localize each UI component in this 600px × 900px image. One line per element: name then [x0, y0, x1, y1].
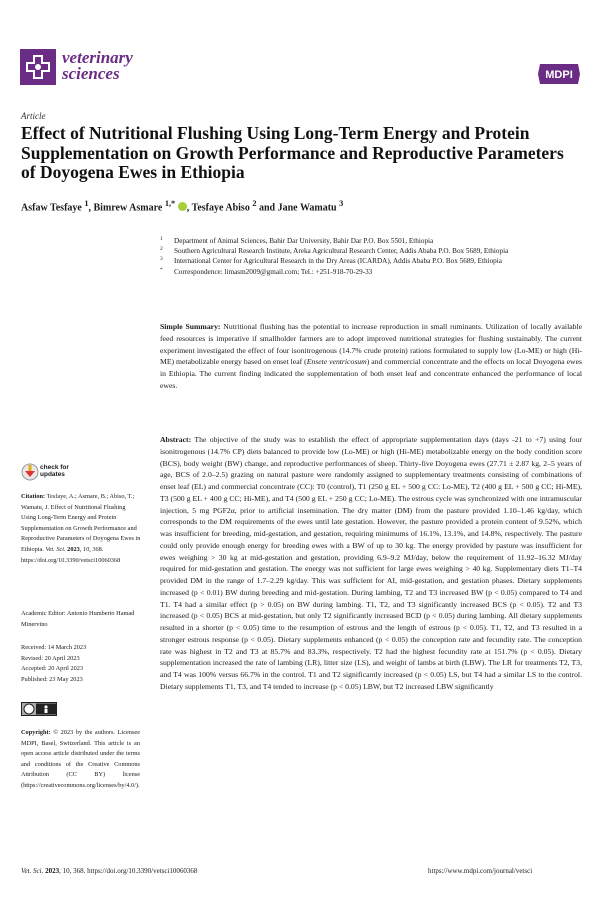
date-published: Published: 23 May 2023 [21, 675, 83, 683]
affiliation-list [160, 236, 580, 277]
footer-journal-link[interactable]: https://www.mdpi.com/journal/vetsci [428, 867, 533, 875]
article-type: Article [21, 111, 46, 121]
affiliation-number: * [160, 266, 163, 273]
citation-journal: Vet. Sci. [45, 545, 66, 553]
citation-label: Citation: [21, 493, 46, 500]
affiliation-number: 3 [160, 256, 163, 263]
footer-year: 2023 [45, 867, 60, 875]
citation-volume: 10 [82, 545, 90, 553]
citation-text: Tesfaye, A.; Asmare, B.; Abiso, T.; Wamatu, J. Effect of Nutritional Flushing Using Long-Term Energy and Protein Supplementation on Growth Performance and Reproductive Parameters of Doyogena Ewes in Ethiopia. [21, 493, 141, 553]
copyright-notice [21, 728, 140, 792]
abstract-text: The objective of the study was to establish the effect of appropriate supplementation days (days -21 to +7) using four isonitrogenous (14.7% CP) diets balanced to provide low (Lo-ME) or high (Hi-ME) metabolizable energy on the body condition score (BCS), body weight (BW) change, and reproductive performances of sheep. Thirty-five Doyogena ewes (27.71 ± 2.87 kg, 2–5 years of age, BCS of 2.0–2.5) grazing on natural pasture were randomly assigned to supplementary treatments consisting of combinations of enset leaf (EL) and commercial concentrate (CC): T0 (control), T1 (250 g EL + 500 g CC: Lo-ME), T2 (400 g EL + 500 g CC; Hi-ME), T3 (500 g EL + 400 g CC; Hi-ME), and T4 (500 g EL + 250 g CC; Lo-ME). The estrous cycle was synchronized with one intramuscular injection, 5 mg PGF2α, prior to artificial insemination. The dry matter (DM) from the pasture provided 1.10–1.46 kg/day, which corresponds to the DM requirements of the ewes until late gestation. However, the pasture provided a protein content of 9.52%, which was insufficient for breeding, mid-gestation, and gestation, requiring minimums of 16.1%, 13.1%, and 14.8%, respectively. The pasture could only provide enough energy for breeding ewes with a BW of up to 30 kg. The energy provided by pasture was insufficient for ewes weighing > 30 kg at mid-gestation and gestation, providing 6.9–9.2 MJ/day, below the requirement of 11.92–16.32 MJ/day required for mid-gestation and gestation. The energy was not sufficient for large ewes weighing > 40 kg. Supplementary diets T1–T4 provided DM in the range of 1.7–2.29 kg/day. This was sufficient for AI, mid-gestation, and gestation phases. Dietary supplements increased (p < 0.01) BW during breeding and mid-gestation. During lambing, T2 and T3 increased BW (p < 0.05) compared to T4 and T1. T4 had a similar effect (p > 0.05) on BW during lambing. T1, T2, and T3 significantly increased BCS (p < 0.05). T2 and T3 increased (p < 0.05) BCS at mid-gestation, but only T2 significantly increased BCD (p < 0.05) during lambing. All dietary supplements resulted in a shorter (p < 0.05) time to the resumption of estrous and the length of estrous (p < 0.05). T1, T2, and T3 resulted in a stronger estrous response (p < 0.05). Dietary supplements enhanced (p < 0.05) the conception rate and fecundity rate. The conception rate was highest in T2 and T3 at 85.7% and 83.3%, respectively. T2 had the highest fecundity rate at 151.7% (p < 0.05). Dietary supplementation increased the rate of lambing (LR), litter size (LS), and weight of lambs at birth (LBW). The LR for treatments T2, T3, and T4 was 100% versus 66.7% in the control. T1 and T2 significantly increased (p < 0.05) LS, but T4 had a similar LS to the control. Dietary supplements T1, T3, and T4 tended to increase (p < 0.05) LBW, but T2 increased LBW significantly [160, 435, 582, 691]
simple-summary-text: Nutritional flushing has the potential to increase reproduction in small ruminants. Utilization of locally available feed resources is imperative if smallholder farmers are to adopt improved nutritional strategies for flushing sustainably. The current experiment investigated the effect of four isonitrogenous (14.7% crude protein) rations formulated to supply low (Lo-ME) or high (Hi-ME) metabolizable energy based on enset leaf ( [160, 322, 583, 367]
author-affiliation-mark: 1 [84, 199, 89, 208]
affiliation-item [160, 267, 580, 277]
affiliation-item [160, 236, 580, 246]
academic-editor [21, 609, 141, 630]
citation-block: Citation: Tesfaye, A.; Asmare, B.; Abiso, T.; Wamatu, J. Effect of Nutritional Flushing Using Long-Term Energy and Protein Supplementation on Growth Performance and Reproductive Parameters of Doyogena Ewes in Ethiopia. Vet. Sci. 2023, 10, 368. https://doi.org/10.3390/vetsci10060368 [21, 493, 141, 564]
check-for-updates-line2: updates [40, 471, 65, 478]
publication-dates [21, 643, 141, 685]
date-accepted: Accepted: 20 April 2023 [21, 665, 84, 673]
copyright-label: Copyright: [21, 729, 51, 736]
affiliation-item [160, 256, 580, 266]
species-name: Ensete ventricosum [306, 357, 367, 367]
orcid-icon[interactable] [178, 202, 187, 211]
date-received: Received: 14 March 2023 [21, 644, 87, 651]
author-affiliation-mark: 3 [339, 199, 344, 208]
journal-name-line1: veterinary [62, 48, 133, 67]
affiliation-text: Southern Agricultural Research Institute, Areka Agricultural Research Center, Addis Ababa P.O. Box 5689, Ethiopia [174, 247, 509, 256]
author-separator: , [186, 202, 190, 214]
publisher-logo-icon [536, 62, 582, 86]
journal-name-line2: sciences [62, 64, 120, 83]
author-affiliation-mark: 2 [252, 199, 257, 208]
author-affiliation-mark: 1,* [164, 199, 176, 208]
affiliation-item [160, 246, 580, 256]
check-for-updates-icon [21, 462, 39, 484]
correspondence-text: Correspondence: limasm2009@gmail.com; Tel.: +251-918-70-29-33 [174, 267, 373, 276]
publisher-name: MDPI [545, 69, 573, 81]
affiliation-number: 1 [160, 236, 163, 242]
check-for-updates-line1: check for [40, 464, 69, 471]
date-revised: Revised: 20 April 2023 [21, 654, 80, 662]
journal-name [62, 50, 182, 82]
footer-journal: Vet. Sci. [21, 867, 44, 875]
academic-editor-label: Academic Editor: [21, 610, 66, 617]
abstract [160, 434, 582, 693]
affiliation-number: 2 [160, 246, 163, 253]
footer-doi[interactable]: , 10, 368. https://doi.org/10.3390/vetsci10060368 [59, 867, 198, 875]
simple-summary [160, 321, 582, 392]
article-title: Effect of Nutritional Flushing Using Long-Term Energy and Protein Supplementation on Growth Performance and Reproductive Parameters of Doyogena Ewes in Ethiopia [21, 123, 564, 182]
academic-editor-name: Antonio Humberto Hamad Minervino [21, 610, 135, 628]
footer-citation [21, 867, 197, 875]
citation-year: 2023 [67, 545, 80, 553]
simple-summary-label: Simple Summary: [160, 322, 221, 331]
author-name[interactable]: Tesfaye Abiso [191, 202, 250, 214]
citation-doi[interactable]: , 368. https://doi.org/10.3390/vetsci10060368 [21, 545, 121, 564]
author-name[interactable]: Asfaw Tesfaye [21, 202, 82, 214]
simple-summary-text-end: ) and commercial concentrate and the effects on local Doyogena ewes in Ethiopia. The current finding indicated the supplementation of both enset leaf and concentrate enhanced the performance of local ewes. [160, 357, 582, 390]
author-conjunction: and [259, 202, 276, 214]
author-name[interactable]: Bimrew Asmare [93, 202, 163, 214]
author-separator: , [88, 202, 92, 214]
copyright-text: © 2023 by the authors. Licensee MDPI, Basel, Switzerland. This article is an open access article distributed under the terms and conditions of the Creative Commons Attribution (CC BY) license (https://creativecommons.org/licenses/by/4.0/). [21, 729, 140, 789]
affiliation-text: International Center for Agricultural Research in the Dry Areas (ICARDA), Addis Ababa P.O. Box 5689, Ethiopia [174, 257, 502, 266]
affiliation-text: Department of Animal Sciences, Bahir Dar University, Bahir Dar P.O. Box 5501, Ethiopia [174, 237, 434, 245]
check-for-updates-label[interactable] [40, 464, 69, 478]
author-list [21, 199, 581, 213]
abstract-label: Abstract: [160, 435, 192, 444]
author-name[interactable]: Jane Wamatu [277, 202, 337, 214]
cc-by-license-icon[interactable] [21, 702, 57, 716]
journal-logo-icon [20, 49, 56, 85]
